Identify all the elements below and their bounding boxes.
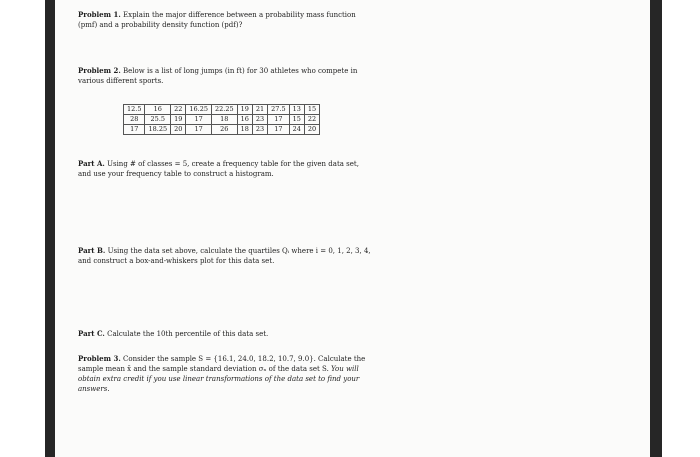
- table-cell: 19: [171, 115, 186, 125]
- table-cell: 12.5: [124, 105, 145, 115]
- table-cell: 16: [237, 115, 252, 125]
- part-c: [78, 329, 488, 339]
- part-a: [78, 159, 488, 179]
- problem-1-line-1: [78, 10, 488, 20]
- left-dark-margin: [45, 0, 55, 457]
- table-row: [124, 125, 320, 135]
- table-cell: 18.25: [145, 125, 171, 135]
- table-cell: 15: [289, 115, 304, 125]
- part-c-line-1: [78, 329, 488, 339]
- problem-3-text-2: sample mean x̄ and the sample standard deviation σₓ of the data set S.: [78, 365, 329, 373]
- table-cell: 23: [252, 125, 267, 135]
- table-cell: 20: [304, 125, 319, 135]
- problem-2-line-1: [78, 66, 488, 76]
- table-cell: 17: [268, 115, 289, 125]
- problem-2: [78, 66, 488, 86]
- problem-2-label: Problem 2.: [78, 66, 121, 75]
- part-b-label: Part B.: [78, 246, 106, 255]
- table-cell: 23: [252, 115, 267, 125]
- table-row: [124, 115, 320, 125]
- problem-3-label: Problem 3.: [78, 354, 121, 363]
- part-a-text-1: Using # of classes = 5, create a frequency table for the given data set,: [107, 160, 359, 168]
- table-cell: 19: [237, 105, 252, 115]
- table-cell: 21: [252, 105, 267, 115]
- problem-2-text-1: Below is a list of long jumps (in ft) for 30 athletes who compete in: [123, 67, 358, 75]
- table-cell: 17: [268, 125, 289, 135]
- long-jump-table: [123, 104, 320, 135]
- table-cell: 18: [211, 115, 237, 125]
- table-cell: 22.25: [211, 105, 237, 115]
- part-c-text: Calculate the 10th percentile of this data set.: [107, 330, 269, 338]
- table-cell: 17: [186, 115, 212, 125]
- table-cell: 17: [186, 125, 212, 135]
- part-b-text-1: Using the data set above, calculate the quartiles Qᵢ where i = 0, 1, 2, 3, 4,: [107, 247, 371, 255]
- data-table-wrapper: [78, 104, 488, 135]
- part-b-line-1: [78, 246, 488, 256]
- problem-1-label: Problem 1.: [78, 10, 121, 19]
- table-cell: 16.25: [186, 105, 212, 115]
- table-cell: 22: [304, 115, 319, 125]
- table-cell: 27.5: [268, 105, 289, 115]
- part-b: [78, 246, 488, 266]
- table-cell: 16: [145, 105, 171, 115]
- part-c-label: Part C.: [78, 329, 105, 338]
- table-cell: 18: [237, 125, 252, 135]
- table-cell: 22: [171, 105, 186, 115]
- table-cell: 24: [289, 125, 304, 135]
- problem-3-line-4: answers.: [78, 385, 110, 393]
- table-cell: 17: [124, 125, 145, 135]
- table-cell: 26: [211, 125, 237, 135]
- table-cell: 28: [124, 115, 145, 125]
- problem-3-line-1: [78, 354, 488, 364]
- problem-3-text-1: Consider the sample S = {16.1, 24.0, 18.2, 10.7, 9.0}. Calculate the: [123, 355, 366, 363]
- problem-3: [78, 354, 488, 394]
- part-a-line-2: and use your frequency table to construct a histogram.: [78, 170, 274, 178]
- part-a-label: Part A.: [78, 159, 105, 168]
- problem-3-text-2-extra: You will: [331, 365, 359, 373]
- problem-3-line-3: obtain extra credit if you use linear transformations of the data set to find your: [78, 375, 360, 383]
- table-cell: 13: [289, 105, 304, 115]
- problem-1: [78, 10, 488, 30]
- problem-1-text-1: Explain the major difference between a probability mass function: [123, 11, 356, 19]
- table-cell: 25.5: [145, 115, 171, 125]
- table-cell: 20: [171, 125, 186, 135]
- part-b-line-2: and construct a box-and-whiskers plot for this data set.: [78, 257, 275, 265]
- problem-3-line-2: [78, 364, 488, 374]
- table-cell: 15: [304, 105, 319, 115]
- part-a-line-1: [78, 159, 488, 169]
- problem-1-line-2: (pmf) and a probability density function (pdf)?: [78, 21, 243, 29]
- right-dark-margin: [650, 0, 662, 457]
- table-row: [124, 105, 320, 115]
- problem-2-line-2: various different sports.: [78, 77, 164, 85]
